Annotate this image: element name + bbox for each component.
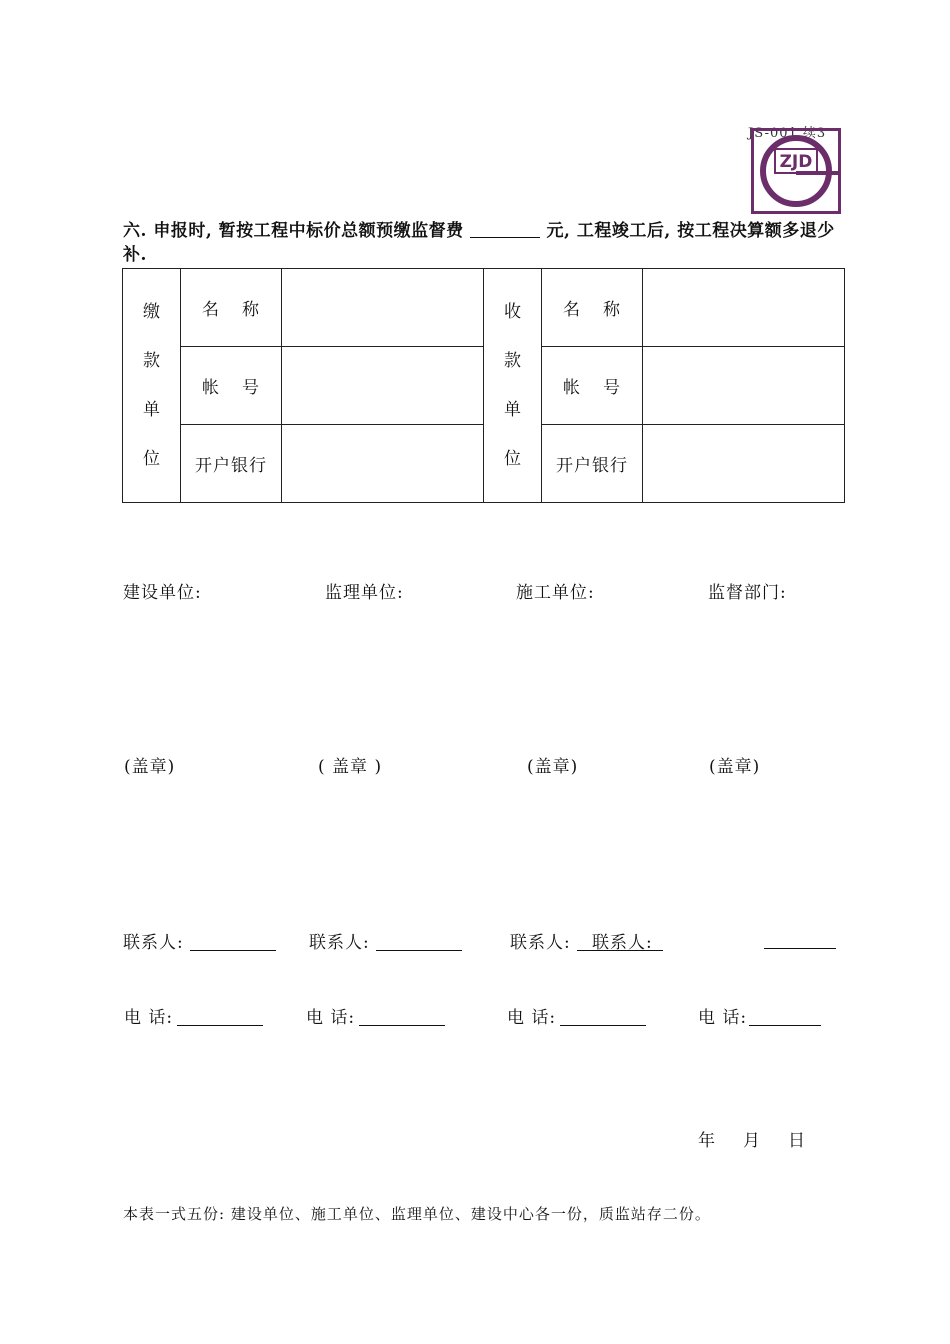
- footnote: 本表一式五份: 建设单位、施工单位、监理单位、建设中心各一份，质监站存二份。: [123, 1205, 711, 1223]
- payer-header: 缴 款 单 位: [123, 269, 181, 503]
- payee-bank-label: 开户银行: [542, 425, 643, 503]
- date-month: 月: [743, 1131, 760, 1151]
- payer-name-label: 名 称: [181, 269, 282, 347]
- zjd-logo: [751, 128, 841, 214]
- clause-suffix: 元, 工程竣工后, 按工程决算额多退少补.: [123, 221, 835, 265]
- date-day: 日: [788, 1131, 805, 1151]
- contractor-unit-label: 施工单位:: [516, 583, 595, 603]
- payee-bank-field[interactable]: [643, 425, 845, 503]
- payee-name-field[interactable]: [643, 269, 845, 347]
- payer-account-label: 帐 号: [181, 347, 282, 425]
- oversight-contact: 联系人:: [592, 933, 653, 953]
- fee-clause: [123, 219, 845, 267]
- clause-prefix: 六. 申报时, 暂按工程中标价总额预缴监督费: [123, 221, 464, 241]
- payee-account-field[interactable]: [643, 347, 845, 425]
- oversight-contact-field[interactable]: [764, 948, 836, 949]
- payee-header: 收 款 单 位: [484, 269, 542, 503]
- oversight-dept-label: 监督部门:: [708, 583, 787, 603]
- oversight-seal: (盖章): [709, 757, 761, 777]
- payer-account-field[interactable]: [282, 347, 484, 425]
- supervisor-seal: ( 盖章 ): [318, 757, 383, 777]
- client-contact: 联系人:: [123, 928, 276, 953]
- payer-bank-label: 开户银行: [181, 425, 282, 503]
- client-phone: 电 话:: [124, 1003, 263, 1028]
- fee-amount-field[interactable]: [470, 219, 540, 238]
- logo-text: ZJD: [779, 152, 813, 172]
- client-seal: (盖章): [124, 757, 176, 777]
- supervisor-unit-label: 监理单位:: [325, 583, 404, 603]
- oversight-phone-field[interactable]: [749, 1007, 821, 1026]
- oversight-phone: 电 话:: [698, 1003, 821, 1028]
- client-phone-field[interactable]: [177, 1007, 263, 1026]
- supervisor-contact-field[interactable]: [376, 932, 462, 951]
- payer-name-field[interactable]: [282, 269, 484, 347]
- payer-bank-field[interactable]: [282, 425, 484, 503]
- payee-name-label: 名 称: [542, 269, 643, 347]
- payee-account-label: 帐 号: [542, 347, 643, 425]
- contractor-phone: 电 话:: [507, 1003, 646, 1028]
- contractor-seal: (盖章): [527, 757, 579, 777]
- date-year: 年: [698, 1131, 715, 1151]
- supervisor-phone-field[interactable]: [359, 1007, 445, 1026]
- contractor-contact: 联系人:: [510, 928, 663, 953]
- form-code: JS-001 续3: [748, 126, 827, 141]
- date-line: [698, 1126, 833, 1151]
- supervisor-contact: 联系人:: [309, 928, 462, 953]
- account-table: [122, 268, 845, 503]
- contractor-phone-field[interactable]: [560, 1007, 646, 1026]
- client-unit-label: 建设单位:: [123, 583, 202, 603]
- supervisor-phone: 电 话:: [306, 1003, 445, 1028]
- client-contact-field[interactable]: [190, 932, 276, 951]
